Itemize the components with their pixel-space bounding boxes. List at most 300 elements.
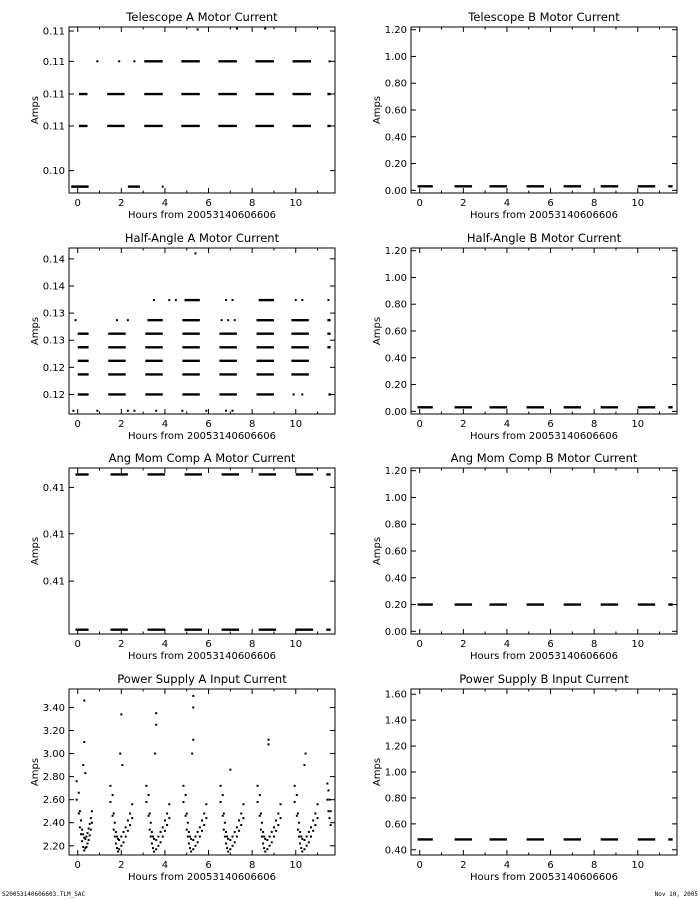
- chart-7-data-point: [329, 799, 331, 801]
- chart-7-data-point: [120, 845, 122, 847]
- chart-1-data-point: [329, 125, 331, 127]
- chart-7-data-point: [279, 817, 281, 819]
- chart-7-data-point: [109, 801, 111, 803]
- chart-7-data-point: [310, 826, 312, 828]
- chart-7-data-point: [220, 785, 222, 787]
- chart-3-data-point: [194, 252, 196, 254]
- chart-6-y-tick-label: 1.20: [384, 466, 407, 478]
- chart-7-data-point: [279, 803, 281, 805]
- chart-3-data-point: [234, 319, 236, 321]
- chart-7-data-point: [197, 831, 199, 833]
- chart-7-data-point: [197, 841, 199, 843]
- chart-1-y-tick-label: 0.11: [42, 26, 65, 38]
- chart-7-data-point: [264, 851, 266, 853]
- chart-7-data-point: [81, 829, 83, 831]
- chart-7-data-point: [262, 842, 264, 844]
- chart-3-y-tick-label: 0.13: [42, 335, 65, 347]
- chart-7-data-point: [236, 826, 238, 828]
- chart-1-data-point: [162, 186, 164, 188]
- chart-7-data-point: [277, 824, 279, 826]
- chart-1-plot-frame: [69, 27, 335, 193]
- chart-7-data-point: [152, 847, 154, 849]
- chart-7-data-point: [264, 838, 266, 840]
- chart-7-data-point: [273, 836, 275, 838]
- chart-7-data-point: [327, 789, 329, 791]
- chart-7-data-point: [261, 836, 263, 838]
- chart-3-data-point: [127, 319, 129, 321]
- chart-7-data-point: [300, 847, 302, 849]
- chart-7-y-tick-label: 3.20: [42, 726, 65, 737]
- chart-7-data-point: [79, 810, 81, 812]
- chart-7-data-point: [112, 815, 114, 817]
- chart-3-y-tick-label: 0.13: [42, 308, 65, 320]
- chart-7-data-point: [298, 836, 300, 838]
- chart-7-data-point: [306, 845, 308, 847]
- chart-1-title: Telescope A Motor Current: [126, 10, 278, 24]
- chart-7-data-point: [90, 829, 92, 831]
- chart-7-data-point: [76, 799, 78, 801]
- chart-7-data-point: [190, 851, 192, 853]
- chart-6-title: Ang Mom Comp B Motor Current: [450, 451, 638, 465]
- chart-7-data-point: [113, 813, 115, 815]
- chart-7-data-point: [277, 813, 279, 815]
- chart-7-data-point: [85, 836, 87, 838]
- chart-6-x-axis-label: Hours from 20053140606606: [470, 651, 618, 662]
- chart-3-data-point: [181, 410, 183, 412]
- chart-7-y-tick-label: 3.40: [42, 702, 65, 714]
- chart-7-data-point: [154, 753, 156, 755]
- chart-4-x-tick-label: 10: [631, 419, 645, 430]
- chart-7-data-point: [162, 836, 164, 838]
- chart-7-data-point: [125, 836, 127, 838]
- chart-7-data-point: [224, 836, 226, 838]
- chart-7-data-point: [125, 826, 127, 828]
- chart-7-data-point: [185, 815, 187, 817]
- chart-7-data-point: [79, 826, 81, 828]
- chart-7-data-point: [152, 836, 154, 838]
- chart-7-data-point: [266, 839, 268, 841]
- chart-7-data-point: [116, 836, 118, 838]
- chart-7-data-point: [115, 831, 117, 833]
- chart-7-data-point: [259, 794, 261, 796]
- chart-7-data-point: [155, 839, 157, 841]
- chart-8-y-tick-label: 1.40: [384, 715, 407, 727]
- chart-3-data-point: [232, 299, 234, 301]
- chart-7-data-point: [189, 836, 191, 838]
- chart-7-data-point: [131, 803, 133, 805]
- chart-7-data-point: [236, 836, 238, 838]
- chart-7-x-tick-label: 6: [205, 860, 212, 871]
- chart-7-data-point: [201, 830, 203, 832]
- chart-8-plot-frame: [411, 689, 677, 855]
- chart-7-data-point: [297, 813, 299, 815]
- chart-7-data-point: [330, 810, 332, 812]
- chart-3-x-tick-label: 10: [289, 419, 303, 430]
- chart-7-data-point: [299, 831, 301, 833]
- chart-5: [30, 451, 335, 662]
- chart-8-title: Power Supply B Input Current: [459, 672, 629, 686]
- chart-3-data-point: [133, 410, 135, 412]
- chart-7-data-point: [271, 831, 273, 833]
- chart-7-data-point: [151, 831, 153, 833]
- chart-7-data-point: [269, 845, 271, 847]
- chart-3-y-axis-label: Amps: [30, 316, 41, 346]
- chart-3-y-tick-label: 0.14: [42, 254, 65, 266]
- chart-5-x-axis-label: Hours from 20053140606606: [128, 651, 276, 662]
- chart-8-y-tick-label: 1.00: [384, 767, 407, 779]
- chart-6-y-axis-label: Amps: [372, 536, 383, 566]
- chart-1-data-point: [297, 93, 299, 95]
- chart-2-y-tick-label: 0.40: [384, 132, 407, 144]
- chart-7-data-point: [229, 839, 231, 841]
- chart-1-x-tick-label: 10: [289, 198, 303, 209]
- chart-7-data-point: [263, 836, 265, 838]
- chart-1-data-point: [236, 28, 238, 30]
- chart-7-data-point: [187, 836, 189, 838]
- chart-7-data-point: [82, 764, 84, 766]
- chart-3-data-point: [225, 410, 227, 412]
- chart-7-data-point: [192, 848, 194, 850]
- chart-3-data-point: [327, 299, 329, 301]
- chart-2-y-tick-label: 1.00: [384, 51, 407, 63]
- chart-3-data-point: [232, 410, 234, 412]
- chart-7-data-point: [88, 839, 90, 841]
- chart-7-data-point: [203, 813, 205, 815]
- chart-7-data-point: [306, 836, 308, 838]
- chart-7-data-point: [257, 801, 259, 803]
- chart-1-y-tick-label: 0.11: [42, 56, 65, 68]
- chart-6: [372, 451, 677, 662]
- chart-3-data-point: [205, 410, 207, 412]
- chart-6-y-tick-label: 1.00: [384, 492, 407, 504]
- chart-7-data-point: [266, 848, 268, 850]
- chart-7-data-point: [162, 826, 164, 828]
- chart-7-data: [76, 695, 332, 853]
- chart-1-x-tick-label: 0: [74, 198, 81, 209]
- chart-8-x-tick-label: 10: [631, 860, 645, 871]
- chart-7-data-point: [223, 813, 225, 815]
- chart-7-data-point: [224, 822, 226, 824]
- chart-1-x-tick-label: 8: [248, 198, 256, 209]
- chart-7-data-point: [112, 794, 114, 796]
- chart-2-y-tick-label: 0.60: [384, 105, 407, 117]
- chart-2-plot-frame: [411, 27, 677, 193]
- chart-4-x-tick-label: 8: [590, 419, 598, 430]
- chart-7-data-point: [89, 834, 91, 836]
- chart-7-data-point: [222, 815, 224, 817]
- chart-7-data-point: [238, 830, 240, 832]
- chart-3-data-point: [75, 319, 77, 321]
- chart-8-y-tick-label: 1.20: [384, 741, 407, 753]
- chart-4-y-tick-label: 0.80: [384, 299, 407, 311]
- chart-3-x-tick-label: 2: [118, 419, 125, 430]
- chart-7-x-axis-label: Hours from 20053140606606: [128, 872, 276, 883]
- chart-5-plot-frame: [69, 468, 335, 634]
- chart-7-data-point: [303, 764, 305, 766]
- chart-7-data-point: [123, 831, 125, 833]
- chart-7-data-point: [191, 753, 193, 755]
- chart-7-data-point: [82, 846, 84, 848]
- chart-1-data: [71, 28, 330, 188]
- chart-7-data-point: [120, 836, 122, 838]
- chart-7-data-point: [317, 817, 319, 819]
- chart-7-data-point: [87, 842, 89, 844]
- chart-7-data-point: [259, 815, 261, 817]
- chart-5-x-tick-label: 8: [248, 639, 256, 650]
- chart-5-title: Ang Mom Comp A Motor Current: [108, 451, 296, 465]
- chart-7-data-point: [308, 841, 310, 843]
- chart-7-data-point: [168, 803, 170, 805]
- chart-7-data-point: [189, 847, 191, 849]
- chart-7-data-point: [225, 831, 227, 833]
- chart-7-data-point: [155, 724, 157, 726]
- chart-3-x-tick-label: 6: [205, 419, 212, 430]
- chart-2-y-tick-label: 1.20: [384, 25, 407, 37]
- chart-7-data-point: [268, 739, 270, 741]
- chart-7-x-tick-label: 8: [248, 860, 256, 871]
- chart-7-x-tick-label: 0: [74, 860, 81, 871]
- chart-7-data-point: [118, 848, 120, 850]
- chart-7-data-point: [192, 706, 194, 708]
- chart-7-data-point: [314, 824, 316, 826]
- chart-3-data-point: [153, 299, 155, 301]
- chart-3-data-point: [221, 319, 223, 321]
- chart-7-data-point: [88, 827, 90, 829]
- chart-7-y-axis-label: Amps: [30, 757, 41, 787]
- chart-7-data-point: [227, 851, 229, 853]
- chart-3-plot-frame: [69, 248, 335, 414]
- chart-7-data-point: [114, 836, 116, 838]
- chart-7-data-point: [301, 838, 303, 840]
- chart-8-y-tick-label: 1.60: [384, 689, 407, 701]
- chart-7-data-point: [81, 840, 83, 842]
- chart-7-data-point: [119, 753, 121, 755]
- chart-7-y-tick-label: 2.40: [42, 818, 65, 830]
- chart-7-data-point: [240, 813, 242, 815]
- chart-4-y-tick-label: 0.40: [384, 353, 407, 365]
- chart-4-title: Half-Angle B Motor Current: [466, 231, 622, 245]
- chart-7-data-point: [149, 813, 151, 815]
- chart-3-data-point: [96, 410, 98, 412]
- chart-7-data-point: [84, 772, 86, 774]
- chart-7-data-point: [109, 785, 111, 787]
- chart-7-y-tick-label: 2.20: [42, 841, 65, 853]
- chart-7-data-point: [127, 830, 129, 832]
- chart-2-y-axis-label: Amps: [372, 95, 383, 125]
- chart-2-title: Telescope B Motor Current: [468, 10, 620, 24]
- chart-7-data-point: [127, 819, 129, 821]
- chart-1-data-point: [197, 28, 199, 30]
- chart-7-data-point: [203, 824, 205, 826]
- chart-2-x-tick-label: 8: [590, 198, 598, 209]
- chart-7-data-point: [116, 847, 118, 849]
- chart-7-data-point: [160, 841, 162, 843]
- chart-7-data-point: [199, 826, 201, 828]
- chart-7-data-point: [234, 831, 236, 833]
- chart-7-data-point: [303, 839, 305, 841]
- footer-date-label: Nov 10, 2005: [654, 891, 698, 898]
- chart-4-x-axis-label: Hours from 20053140606606: [470, 431, 618, 442]
- chart-1-y-axis-label: Amps: [30, 95, 41, 125]
- chart-7-data-point: [329, 817, 331, 819]
- chart-8-x-tick-label: 0: [416, 860, 423, 871]
- chart-3-data-point: [225, 299, 227, 301]
- chart-7-data-point: [187, 822, 189, 824]
- chart-7-data-point: [298, 822, 300, 824]
- chart-7-data-point: [166, 824, 168, 826]
- chart-3-data-point: [127, 410, 129, 412]
- chart-7-data-point: [83, 741, 85, 743]
- chart-7-data-point: [261, 822, 263, 824]
- chart-3-y-tick-label: 0.12: [42, 362, 65, 374]
- chart-3-x-tick-label: 8: [248, 419, 256, 430]
- chart-8-x-tick-label: 6: [547, 860, 554, 871]
- chart-7-data-point: [263, 847, 265, 849]
- chart-7-data-point: [118, 839, 120, 841]
- chart-7-data-point: [145, 785, 147, 787]
- chart-7-data-point: [129, 824, 131, 826]
- chart-3-data-point: [72, 410, 74, 412]
- chart-4-y-axis-label: Amps: [372, 316, 383, 346]
- chart-3-data: [72, 252, 330, 411]
- chart-7-x-tick-label: 10: [289, 860, 303, 871]
- chart-7-data-point: [82, 833, 84, 835]
- chart-7-data-point: [192, 839, 194, 841]
- chart-3-data-point: [293, 393, 295, 395]
- chart-7-data-point: [114, 822, 116, 824]
- chart-4-y-tick-label: 1.20: [384, 246, 407, 258]
- chart-7-data-point: [148, 794, 150, 796]
- chart-5-y-tick-label: 0.41: [42, 482, 65, 494]
- chart-2-y-tick-label: 0.20: [384, 159, 407, 171]
- chart-7-data-point: [157, 836, 159, 838]
- chart-7-data-point: [190, 838, 192, 840]
- chart-6-x-tick-label: 8: [590, 639, 598, 650]
- chart-7-data-point: [223, 829, 225, 831]
- chart-8-x-axis-label: Hours from 20053140606606: [470, 872, 618, 883]
- chart-2: [372, 10, 677, 221]
- chart-7-data-point: [299, 842, 301, 844]
- chart-7-data-point: [85, 846, 87, 848]
- chart-7-data-point: [229, 848, 231, 850]
- chart-7-data-point: [186, 813, 188, 815]
- chart-7-data-point: [121, 764, 123, 766]
- chart-3-title: Half-Angle A Motor Current: [124, 231, 280, 245]
- chart-7-data-point: [294, 801, 296, 803]
- chart-6-x-tick-label: 0: [416, 639, 423, 650]
- chart-7-data-point: [153, 851, 155, 853]
- chart-8-x-tick-label: 2: [460, 860, 467, 871]
- chart-7-data-point: [201, 819, 203, 821]
- chart-7-data-point: [150, 836, 152, 838]
- chart-5-x-tick-label: 10: [289, 639, 303, 650]
- chart-1-x-tick-label: 4: [161, 198, 169, 209]
- chart-7-data-point: [148, 815, 150, 817]
- chart-1: [30, 10, 335, 221]
- chart-7-data-point: [188, 831, 190, 833]
- chart-3-data-point: [227, 319, 229, 321]
- chart-1-data-point: [96, 60, 98, 62]
- chart-3-y-tick-label: 0.12: [42, 389, 65, 401]
- chart-7-data-point: [192, 739, 194, 741]
- chart-3-data-point: [155, 410, 157, 412]
- chart-7-data-point: [330, 824, 332, 826]
- chart-2-x-tick-label: 2: [460, 198, 467, 209]
- chart-6-x-tick-label: 6: [547, 639, 554, 650]
- chart-4-x-tick-label: 2: [460, 419, 467, 430]
- chart-1-data-point: [329, 93, 331, 95]
- chart-7-data-point: [308, 831, 310, 833]
- chart-8-y-tick-label: 0.60: [384, 819, 407, 831]
- chart-6-y-tick-label: 0.40: [384, 573, 407, 585]
- chart-7-data-point: [275, 819, 277, 821]
- chart-7-data-point: [120, 713, 122, 715]
- chart-5-data: [76, 474, 331, 629]
- chart-7-data-point: [186, 829, 188, 831]
- chart-7-data-point: [242, 817, 244, 819]
- chart-3-x-axis-label: Hours from 20053140606606: [128, 431, 276, 442]
- chart-1-data-point: [133, 60, 135, 62]
- chart-7-data-point: [226, 847, 228, 849]
- chart-7-data-point: [164, 819, 166, 821]
- chart-1-x-tick-label: 6: [205, 198, 212, 209]
- chart-2-x-tick-label: 10: [631, 198, 645, 209]
- chart-7-data-point: [229, 769, 231, 771]
- chart-1-y-tick-label: 0.10: [42, 166, 65, 178]
- chart-1-y-tick-label: 0.11: [42, 121, 65, 133]
- chart-7-data-point: [145, 801, 147, 803]
- chart-7-data-point: [303, 848, 305, 850]
- chart-3-data-point: [295, 299, 297, 301]
- chart-7-data-point: [242, 803, 244, 805]
- chart-7-y-tick-label: 3.00: [42, 749, 65, 761]
- chart-7-data-point: [271, 841, 273, 843]
- chart-7-data-point: [273, 826, 275, 828]
- chart-7-data-point: [301, 851, 303, 853]
- chart-7-data-point: [312, 819, 314, 821]
- chart-7-data-point: [225, 842, 227, 844]
- chart-2-x-tick-label: 4: [503, 198, 511, 209]
- chart-1-data-point: [118, 60, 120, 62]
- chart-7-data-point: [188, 842, 190, 844]
- chart-7-data-point: [91, 810, 93, 812]
- chart-3-data-point: [116, 319, 118, 321]
- chart-7-data-point: [166, 813, 168, 815]
- chart-7-data-point: [234, 841, 236, 843]
- chart-7: [30, 672, 335, 883]
- chart-6-x-tick-label: 2: [460, 639, 467, 650]
- chart-7-data-point: [275, 830, 277, 832]
- chart-7-data-point: [78, 792, 80, 794]
- chart-7-data-point: [129, 813, 131, 815]
- chart-7-data-point: [164, 830, 166, 832]
- chart-3-x-tick-label: 0: [74, 419, 81, 430]
- chart-7-x-tick-label: 4: [161, 860, 169, 871]
- chart-7-data-point: [226, 836, 228, 838]
- chart-4-y-tick-label: 1.00: [384, 272, 407, 284]
- chart-7-data-point: [227, 838, 229, 840]
- chart-7-data-point: [182, 801, 184, 803]
- chart-7-data-point: [117, 851, 119, 853]
- chart-7-data-point: [194, 845, 196, 847]
- chart-7-data-point: [91, 822, 93, 824]
- chart-7-data-point: [151, 842, 153, 844]
- chart-7-data-point: [84, 838, 86, 840]
- chart-5-x-tick-label: 4: [161, 639, 169, 650]
- chart-7-data-point: [199, 836, 201, 838]
- chart-4-y-tick-label: 0.20: [384, 380, 407, 392]
- chart-7-data-point: [317, 803, 319, 805]
